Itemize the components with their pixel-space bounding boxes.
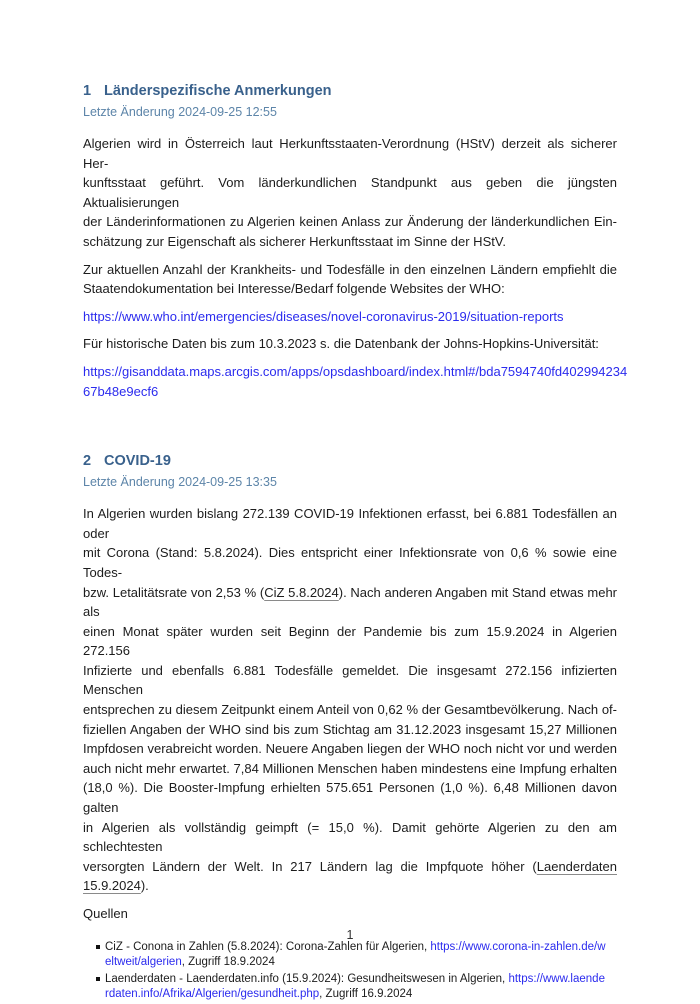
page-number: 1 bbox=[346, 928, 354, 942]
section-number: 1 bbox=[83, 83, 92, 99]
paragraph bbox=[83, 260, 617, 299]
text-run: Laenderdaten - Laenderdaten.info (15.9.2024): Gesundheitswesen in Algerien, bbox=[105, 972, 509, 985]
section-title: Länderspezifische Anmerkungen bbox=[104, 83, 332, 99]
paragraph bbox=[83, 334, 617, 354]
text-line bbox=[83, 543, 617, 582]
paragraph bbox=[83, 134, 617, 252]
text-run: ). Nach anderen Angaben mit Stand etwas mehr als bbox=[83, 584, 618, 620]
text-line bbox=[105, 987, 617, 1002]
source-item bbox=[83, 972, 617, 1002]
source-text bbox=[105, 940, 617, 970]
section-number: 2 bbox=[83, 453, 92, 470]
sources-label: Quellen bbox=[83, 906, 128, 921]
link-paragraph bbox=[83, 307, 617, 327]
text-run: der Länderinformationen zu Algerien keinen Anlass zur Änderung der länderkundlichen Ein- bbox=[83, 214, 617, 230]
text-line bbox=[83, 212, 617, 232]
text-run: , Zugriff 18.9.2024 bbox=[181, 955, 275, 968]
text-run: versorgten Ländern der Welt. In 217 Ländern lag die Impfquote höher ( bbox=[83, 858, 537, 874]
text-line bbox=[83, 173, 617, 212]
text-run: kunftsstaat geführt. Vom länderkundlichen Standpunkt aus geben die jüngsten Aktualisierungen bbox=[83, 175, 617, 210]
text-run: In Algerien wurden bislang 272.139 COVID-19 Infektionen erfasst, bei 6.881 Todesfällen an oder bbox=[83, 506, 617, 541]
text-run: schätzung zur Eigenschaft als sicherer Herkunftsstaat im Sinne der HStV. bbox=[83, 233, 506, 249]
text-run: einen Monat später wurden seit Beginn der Pandemie bis zum 15.9.2024 in Algerien 272.156 bbox=[83, 623, 617, 659]
text-line bbox=[105, 972, 617, 987]
inline-url-link[interactable]: eltweit/algerien bbox=[105, 955, 182, 968]
text-line bbox=[105, 955, 617, 970]
source-text bbox=[105, 972, 617, 1002]
text-line bbox=[83, 622, 617, 661]
text-run: mit Corona (Stand: 5.8.2024). Dies entspricht einer Infektionsrate von 0,6 % sowie eine Todes- bbox=[83, 545, 617, 580]
text-line bbox=[83, 279, 617, 299]
inline-url-link[interactable]: 67b48e9ecf6 bbox=[83, 383, 159, 399]
inline-url-link[interactable]: https://www.corona-in-zahlen.de/w bbox=[430, 940, 606, 953]
text-line bbox=[83, 661, 617, 700]
text-line bbox=[83, 307, 617, 327]
text-line bbox=[83, 260, 617, 280]
inline-url-link[interactable]: https://gisanddata.maps.arcgis.com/apps/opsdashboard/index.html#/bda7594740fd402994234 bbox=[83, 363, 628, 379]
document-content bbox=[83, 83, 628, 1004]
text-line bbox=[83, 778, 617, 817]
text-line bbox=[83, 759, 617, 779]
text-line bbox=[83, 134, 617, 173]
text-run: CiZ - Conona in Zahlen (5.8.2024): Corona-Zahlen für Algerien, bbox=[105, 940, 431, 953]
sources-list bbox=[83, 940, 617, 1002]
text-run: fiziellen Angaben der WHO sind bis zum Stichtag am 31.12.2023 insgesamt 15,27 Millionen bbox=[83, 721, 617, 737]
text-run: Staatendokumentation bei Interesse/Bedarf folgende Websites der WHO: bbox=[83, 281, 505, 297]
text-line bbox=[83, 857, 617, 896]
text-run: bzw. Letalitätsrate von 2,53 % ( bbox=[83, 584, 265, 600]
text-line bbox=[83, 232, 617, 252]
text-run: Algerien wird in Österreich laut Herkunftsstaaten-Verordnung (HStV) derzeit als sicherer Her- bbox=[83, 136, 617, 171]
text-line bbox=[83, 504, 617, 543]
section-heading bbox=[83, 453, 617, 470]
text-line bbox=[83, 362, 628, 382]
section-title: COVID-19 bbox=[104, 453, 171, 470]
inline-url-link[interactable]: https://www.laende bbox=[508, 972, 605, 985]
section-laenderspezifische-anmerkungen bbox=[83, 83, 628, 401]
bullet-icon bbox=[96, 945, 100, 949]
text-line bbox=[83, 334, 617, 354]
text-run: ). bbox=[140, 878, 149, 894]
text-run: Impfdosen verabreicht worden. Neuere Angaben liegen der WHO noch nicht vor und werden bbox=[83, 741, 617, 757]
text-run: Zur aktuellen Anzahl der Krankheits- und Todesfälle in den einzelnen Ländern empfiehlt die bbox=[83, 261, 617, 277]
inline-url-link[interactable]: https://www.who.int/emergencies/diseases/novel-coronavirus-2019/situation-reports bbox=[83, 308, 564, 324]
text-line bbox=[83, 583, 617, 622]
section-covid-19 bbox=[83, 453, 617, 1001]
last-change-timestamp: Letzte Änderung 2024-09-25 12:55 bbox=[83, 105, 277, 119]
inline-ref-link[interactable]: Laenderdaten 15.9.2024 bbox=[83, 858, 617, 894]
inline-url-link[interactable]: rdaten.info/Afrika/Algerien/gesundheit.php bbox=[105, 987, 320, 1000]
inline-ref-link[interactable]: CiZ 5.8.2024 bbox=[264, 584, 339, 600]
last-change-timestamp: Letzte Änderung 2024-09-25 13:35 bbox=[83, 475, 277, 490]
text-run: (18,0 %). Die Booster-Impfung erhielten 575.651 Personen (1,0 %). 6,48 Millionen davon galten bbox=[83, 780, 617, 816]
text-line bbox=[83, 720, 617, 740]
text-line bbox=[83, 739, 617, 759]
text-run: auch nicht mehr erwartet. 7,84 Millionen Menschen haben mindestens eine Impfung erhalten bbox=[83, 760, 617, 776]
text-run: in Algerien als vollständig geimpft (= 15,0 %). Damit gehörte Algerien zu den am schlechtesten bbox=[83, 819, 617, 855]
text-run: , Zugriff 16.9.2024 bbox=[319, 987, 413, 1000]
source-item bbox=[83, 940, 617, 970]
text-line bbox=[83, 818, 617, 857]
paragraph bbox=[83, 504, 617, 896]
text-line bbox=[83, 700, 617, 720]
text-run: entsprechen zu diesem Zeitpunkt einem Anteil von 0,62 % der Gesamtbevölkerung. Nach of- bbox=[83, 702, 617, 718]
text-line bbox=[83, 382, 617, 402]
link-paragraph bbox=[83, 362, 628, 401]
bullet-icon bbox=[96, 977, 100, 981]
text-run: Infizierte und ebenfalls 6.881 Todesfälle gemeldet. Die insgesamt 272.156 infizierten Menschen bbox=[83, 662, 617, 698]
section-heading bbox=[83, 83, 617, 100]
text-run: Für historische Daten bis zum 10.3.2023 s. die Datenbank der Johns-Hopkins-Universität: bbox=[83, 336, 599, 352]
